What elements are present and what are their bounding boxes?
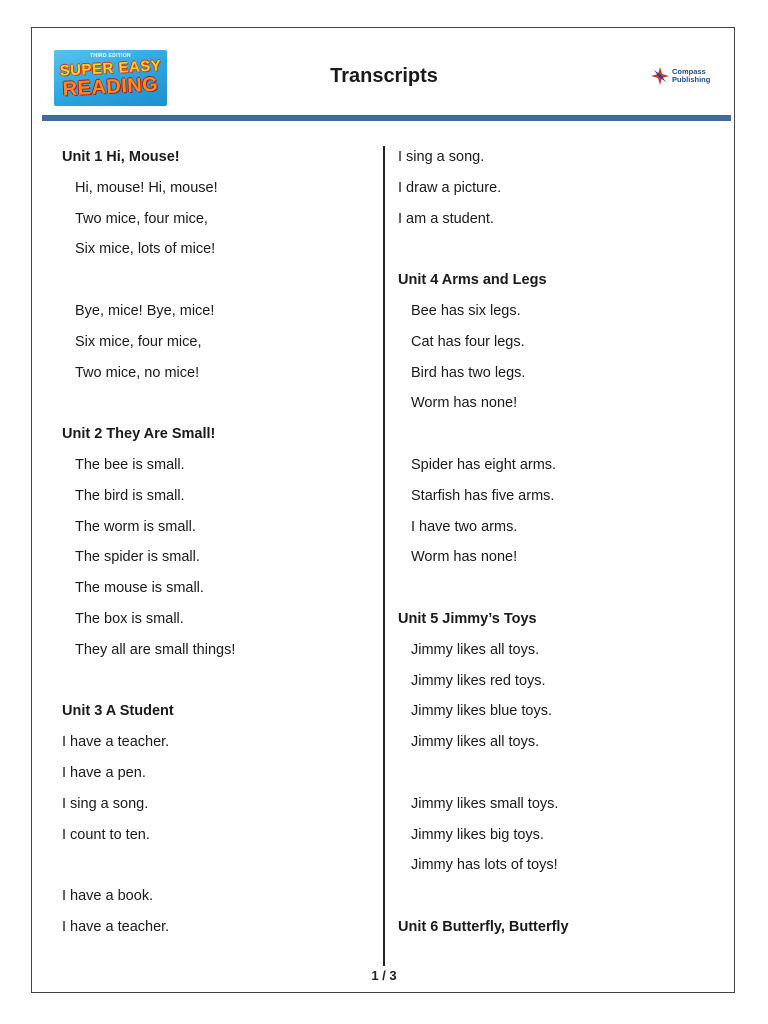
unit-heading: Unit 6 Butterfly, Butterfly <box>398 918 569 935</box>
transcript-line: Jimmy likes red toys. <box>411 672 546 689</box>
blank-line <box>398 421 718 452</box>
transcript-line: I have two arms. <box>411 518 518 535</box>
transcript-line: I am a student. <box>398 210 494 227</box>
transcript-line: Worm has none! <box>411 395 518 412</box>
transcript-line: Jimmy likes big toys. <box>411 826 544 843</box>
transcript-line: I count to ten. <box>62 826 150 843</box>
publisher-line-1: Compass <box>672 67 706 76</box>
unit-heading: Unit 3 A Student <box>62 703 174 720</box>
transcript-line: I sing a song. <box>398 149 485 165</box>
transcript-line: The box is small. <box>75 610 184 627</box>
transcript-line: The bird is small. <box>75 487 185 504</box>
transcript-line: The bee is small. <box>75 456 185 473</box>
transcript-line: Jimmy likes small toys. <box>411 795 559 812</box>
unit-heading: Unit 5 Jimmy’s Toys <box>398 610 537 627</box>
transcript-line: Bee has six legs. <box>411 302 521 319</box>
transcript-line: Hi, mouse! Hi, mouse! <box>75 179 218 196</box>
transcript-line: I sing a song. <box>62 795 149 812</box>
transcript-line: Bye, mice! Bye, mice! <box>75 302 215 319</box>
transcript-line: Bird has two legs. <box>411 364 526 381</box>
transcript-line: The worm is small. <box>75 518 196 535</box>
header-rule <box>42 115 731 121</box>
transcript-line: I have a book. <box>62 888 154 905</box>
compass-star-icon <box>650 66 670 86</box>
transcript-line: I have a pen. <box>62 764 146 781</box>
blank-line <box>62 852 382 883</box>
blank-line <box>398 575 718 606</box>
transcript-line: I have a teacher. <box>62 918 170 935</box>
transcript-line: Cat has four legs. <box>411 333 525 350</box>
unit-heading: Unit 4 Arms and Legs <box>398 272 547 289</box>
logo-line-1: SUPER EASY <box>59 57 162 80</box>
transcript-line: Jimmy likes all toys. <box>411 641 540 658</box>
transcript-line: Six mice, lots of mice! <box>75 241 216 258</box>
blank-line <box>398 883 718 914</box>
blank-line <box>62 668 382 699</box>
page-number: 1 / 3 <box>371 968 397 983</box>
transcript-line: Worm has none! <box>411 549 518 566</box>
unit-heading: Unit 1 Hi, Mouse! <box>62 149 180 165</box>
page-title: Transcripts <box>330 65 438 87</box>
unit-heading: Unit 2 They Are Small! <box>62 426 216 443</box>
right-column <box>398 144 718 945</box>
transcript-line: Jimmy likes all toys. <box>411 734 540 751</box>
transcript-line: Jimmy likes blue toys. <box>411 703 553 720</box>
transcript-line: I have a teacher. <box>62 734 170 751</box>
blank-line <box>398 760 718 791</box>
transcript-line: Jimmy has lots of toys! <box>411 857 558 874</box>
blank-line <box>398 236 718 267</box>
publisher-name <box>672 68 710 84</box>
transcript-line: Six mice, four mice, <box>75 333 202 350</box>
transcript-line: I draw a picture. <box>398 179 502 196</box>
blank-line <box>62 267 382 298</box>
transcript-line: The spider is small. <box>75 549 200 566</box>
publisher-line-2: Publishing <box>672 75 711 84</box>
transcript-line: Two mice, four mice, <box>75 210 208 227</box>
transcript-line: Spider has eight arms. <box>411 456 557 473</box>
logo-tagline: THIRD EDITION <box>90 53 131 59</box>
compass-publishing-logo <box>650 66 730 88</box>
column-divider <box>383 146 385 966</box>
blank-line <box>62 390 382 421</box>
transcript-line: They all are small things! <box>75 641 236 658</box>
logo-line-2: READING <box>62 73 159 101</box>
transcript-line: The mouse is small. <box>75 580 204 597</box>
transcript-line: Starfish has five arms. <box>411 487 555 504</box>
transcript-line: Two mice, no mice! <box>75 364 200 381</box>
left-column <box>62 144 382 945</box>
